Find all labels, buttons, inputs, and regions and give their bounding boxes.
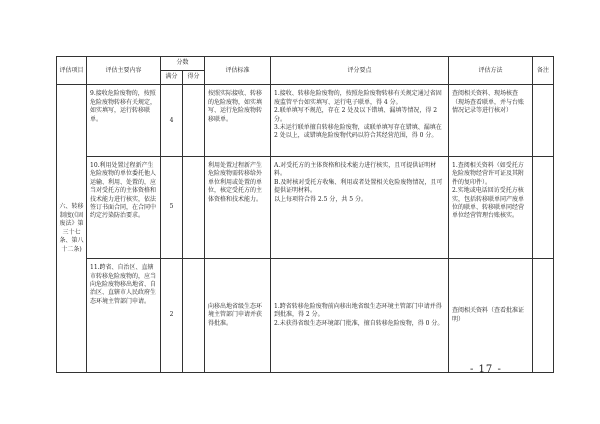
header-points: 评分要点 <box>271 57 449 85</box>
header-score: 分数 <box>161 57 205 71</box>
header-got-score: 得分 <box>183 70 205 85</box>
page-number: - 17 - <box>470 364 502 375</box>
header-standard: 评估标准 <box>205 57 271 85</box>
row-got-score <box>183 259 205 373</box>
evaluation-table <box>56 56 554 373</box>
row-full-score: 4 <box>161 85 183 157</box>
row-content: 10.利用处置过程新产生危险废物的单位委托他人运输、利用、处置的，应当对受托方的主体资格和技术能力进行核实，依法签订书面合同，在合同中约定污染防治要求。 <box>87 157 161 259</box>
row-method: 1.查阅相关资料（如受托方危险废物经营许可证及其附件的复印件）。 2.实地或电话回访受托方核实，包括转移联单同产废单位的联单、转移联单同经营单位经营管理台账核实。 <box>449 157 533 259</box>
row-content: 11.跨省、自治区、直辖市转移危险废物的，应当向危险废物移出地省、自治区、直辖市人民政府生态环境主管部门申请。 <box>87 259 161 373</box>
row-standard: 向移出地省级生态环境主管部门申请并获得批准。 <box>205 259 271 373</box>
row-note <box>533 259 554 373</box>
row-standard: 按照实际接收、转移的危险废物，如实填写、运行危险废物转移联单。 <box>205 85 271 157</box>
header-content: 评估主要内容 <box>87 57 161 85</box>
row-points: 1.接收、转移危险废物的，按照危险废物转移有关规定通过省固废监管平台如实填写、运行电子联单，得 4 分。 2.联单填写不规范，存在 2 处及以下错填、漏填等情况，得 2 分。 3.未运行联单擅自转移危险废物，或联单填写存在错填、漏填在 2 处以上，或错填危险废物代码以符合其经营范围，得 0 分。 <box>271 85 449 157</box>
row-got-score <box>183 85 205 157</box>
row-method: 查阅相关资料（查看批准证明） <box>449 259 533 373</box>
row-full-score: 5 <box>161 157 183 259</box>
row-note <box>533 157 554 259</box>
row-method: 查阅相关资料、现场核查（现场查看联单，并与台账情况记录等进行核对） <box>449 85 533 157</box>
row-content: 9.接收危险废物的，按照危险废物转移有关规定，如实填写，运行转移联单。 <box>87 85 161 157</box>
row-points: A.对受托方的主体资格和技术能力进行核实，且可提供证明材料。 B.及时核对受托方收集、利用或者处置相关危险废物情况，且可提供证明材料。 以上每项符合得 2.5 分，共 5 分。 <box>271 157 449 259</box>
header-note: 备注 <box>533 57 554 85</box>
table-row <box>57 157 554 259</box>
header-method: 评估方法 <box>449 57 533 85</box>
row-points: 1.跨省转移危险废物前向移出地省级生态环境主管部门申请并得到批准，得 2 分。 2.未获得省级生态环境部门批准，擅自转移危险废物，得 0 分。 <box>271 259 449 373</box>
row-standard: 利用处置过程新产生危险废物需转移给外单位利用或处置的单位，核定受托方的主体资格和技术能力。 <box>205 157 271 259</box>
table-row <box>57 259 554 373</box>
header-project: 评估项目 <box>57 57 87 85</box>
table-row <box>57 85 554 157</box>
project-name: 六、转移制度(《固废法》第三十七条、第八十二条) <box>57 85 87 373</box>
header-full-score: 满分 <box>161 70 183 85</box>
row-note <box>533 85 554 157</box>
row-got-score <box>183 157 205 259</box>
row-full-score: 2 <box>161 259 183 373</box>
